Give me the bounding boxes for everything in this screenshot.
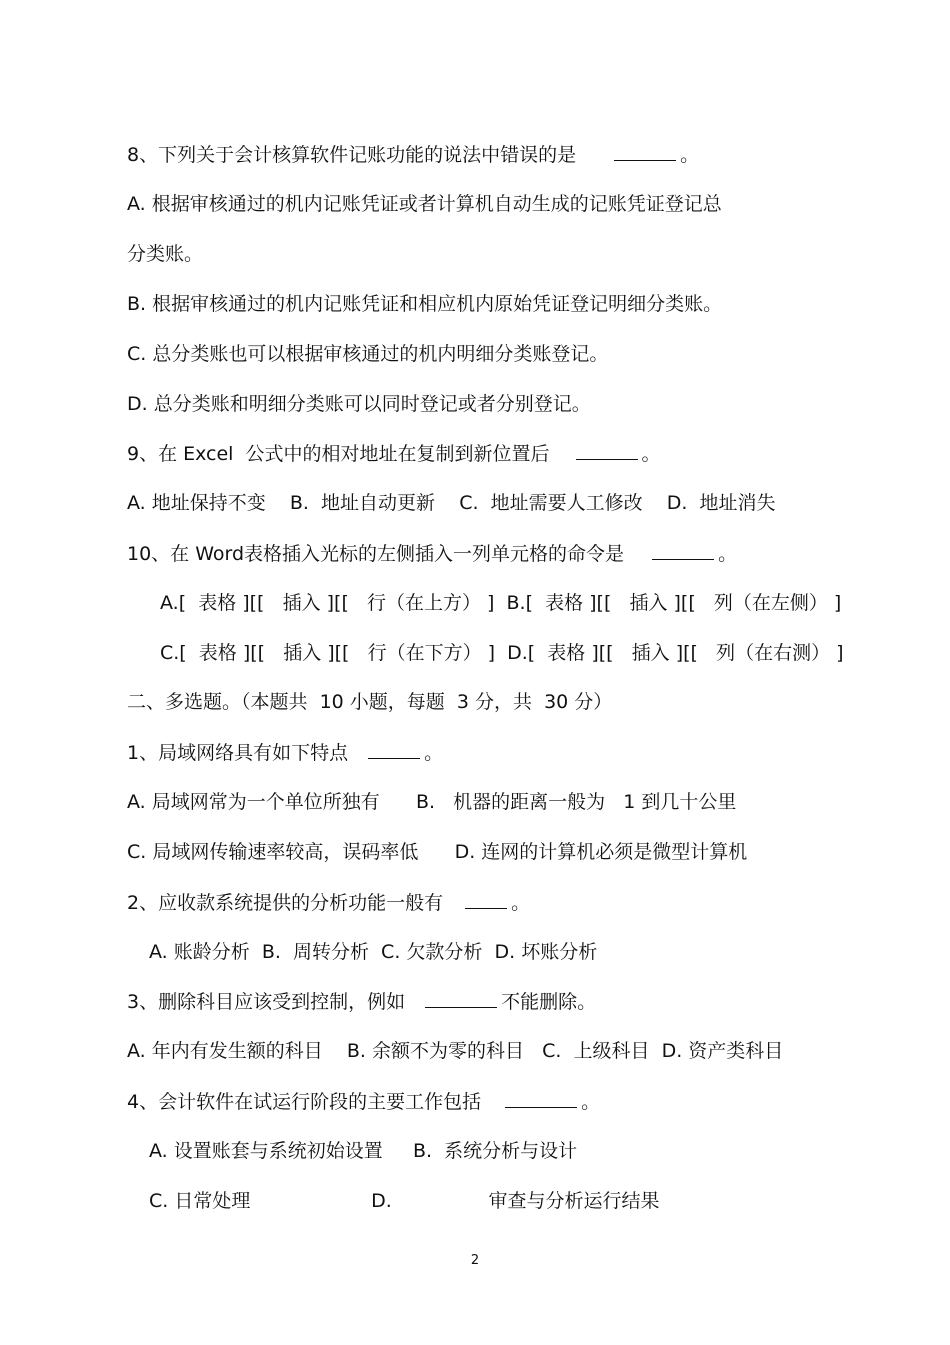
- question-text: 10、在 Word表格插入光标的左侧插入一列单元格的命令是: [127, 543, 625, 565]
- question-8-option-b: B. 根据审核通过的机内记账凭证和相应机内原始凭证登记明细分类账。: [127, 293, 723, 315]
- question-9-options: A. 地址保持不变 B. 地址自动更新 C. 地址需要人工修改 D. 地址消失: [127, 492, 776, 514]
- multi-question-4-options-ab: A. 设置账套与系统初始设置 B. 系统分析与设计: [149, 1140, 578, 1162]
- page-number: 2: [470, 1253, 480, 1268]
- multi-question-1-stem: 1、局域网络具有如下特点 。: [127, 742, 444, 764]
- question-8-option-d: D. 总分类账和明细分类账可以同时登记或者分别登记。: [127, 393, 591, 415]
- multi-question-4-options-cd: C. 日常处理 D. 审查与分析运行结果: [149, 1190, 660, 1212]
- multi-question-1-options-cd: C. 局域网传输速率较高，误码率低 D. 连网的计算机必须是微型计算机: [127, 841, 748, 863]
- question-8-option-a-line2: 分类账。: [127, 243, 204, 265]
- question-text: 4、会计软件在试运行阶段的主要工作包括: [127, 1091, 482, 1113]
- answer-blank: [652, 541, 714, 560]
- multi-question-2-stem: 2、应收款系统提供的分析功能一般有 。: [127, 892, 531, 914]
- question-10-options-cd: C.[ 表格 ][[ 插入 ][[ 行（在下方） ] D.[ 表格 ][[ 插入 ][[ 列（在右测） ]: [160, 642, 844, 664]
- question-text: 2、应收款系统提供的分析功能一般有: [127, 892, 444, 914]
- question-10-stem: 10、在 Word表格插入光标的左侧插入一列单元格的命令是 。: [127, 543, 738, 565]
- section-heading-multiple-choice: 二、多选题。（本题共 10 小题，每题 3 分，共 30 分）: [127, 691, 613, 713]
- multi-question-2-options: A. 账龄分析 B. 周转分析 C. 欠款分析 D. 坏账分析: [149, 941, 598, 963]
- multi-question-4-stem: 4、会计软件在试运行阶段的主要工作包括 。: [127, 1091, 601, 1113]
- question-text: 8、下列关于会计核算软件记账功能的说法中错误的是: [127, 144, 577, 166]
- answer-blank: [465, 890, 507, 909]
- multi-question-1-options-ab: A. 局域网常为一个单位所独有 B. 机器的距离一般为 1 到几十公里: [127, 791, 737, 813]
- multi-question-3-stem: 3、删除科目应该受到控制，例如 不能删除。: [127, 991, 597, 1013]
- answer-blank: [576, 441, 638, 460]
- answer-blank: [614, 142, 676, 161]
- question-text: 3、删除科目应该受到控制，例如: [127, 991, 406, 1013]
- question-9-stem: 9、在 Excel 公式中的相对地址在复制到新位置后 。: [127, 443, 661, 465]
- answer-blank: [505, 1089, 577, 1108]
- question-8-option-c: C. 总分类账也可以根据审核通过的机内明细分类账登记。: [127, 343, 609, 365]
- question-text: 9、在 Excel 公式中的相对地址在复制到新位置后: [127, 443, 550, 465]
- question-10-options-ab: A.[ 表格 ][[ 插入 ][[ 行（在上方） ] B.[ 表格 ][[ 插入 ][[ 列（在左侧） ]: [160, 592, 842, 614]
- answer-blank: [368, 740, 420, 759]
- multi-question-3-options: A. 年内有发生额的科目 B. 余额不为零的科目 C. 上级科目 D. 资产类科目: [127, 1040, 784, 1062]
- answer-blank: [425, 989, 497, 1008]
- question-8-option-a-line1: A. 根据审核通过的机内记账凭证或者计算机自动生成的记账凭证登记总: [127, 193, 722, 215]
- question-text: 1、局域网络具有如下特点: [127, 742, 349, 764]
- question-8-stem: 8、下列关于会计核算软件记账功能的说法中错误的是 。: [127, 144, 700, 166]
